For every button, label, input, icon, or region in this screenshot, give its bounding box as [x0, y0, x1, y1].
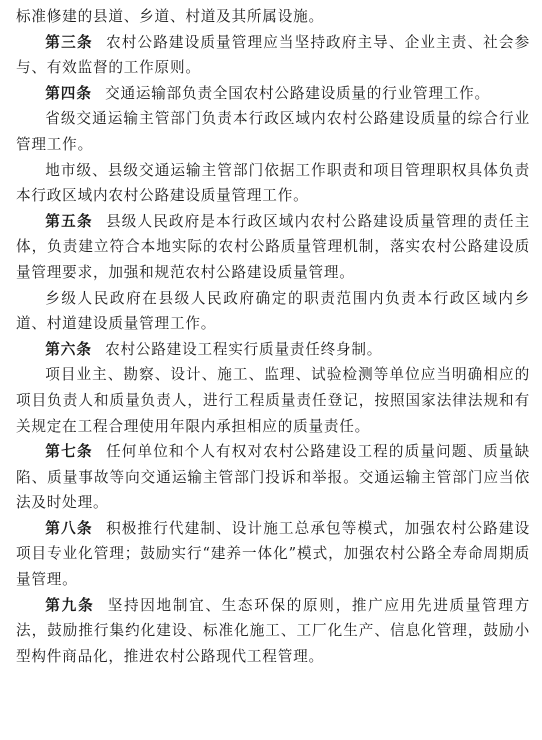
paragraph-9	[16, 362, 530, 439]
paragraph-4	[16, 106, 530, 157]
article-6	[16, 337, 530, 363]
article-number: 第七条	[45, 443, 93, 461]
paragraph-text: 省级交通运输主管部门负责本行政区域内农村公路建设质量的综合行业管理工作。	[16, 110, 530, 153]
paragraph-text: 地市级、县级交通运输主管部门依据工作职责和项目管理职权具体负责本行政区域内农村公路建设质量管理工作。	[16, 161, 530, 205]
article-5	[16, 209, 530, 286]
article-3	[16, 30, 530, 81]
paragraph-1	[16, 4, 530, 30]
paragraph-text: 农村公路建设工程实行质量责任终身制。	[105, 340, 383, 358]
paragraph-text: 积极推行代建制、设计施工总承包等模式，加强农村公路建设项目专业化管理；鼓励实行“建养一体化”模式，加强农村公路全寿命周期质量管理。	[16, 519, 530, 589]
article-number: 第三条	[45, 33, 93, 51]
paragraph-text: 交通运输部负责全国农村公路建设质量的行业管理工作。	[105, 84, 490, 102]
article-4	[16, 81, 530, 107]
article-number: 第八条	[45, 519, 93, 537]
paragraph-5	[16, 158, 530, 209]
paragraph-text: 任何单位和个人有权对农村公路建设工程的质量问题、质量缺陷、质量事故等向交通运输主管部门投诉和举报。交通运输主管部门应当依法及时处理。	[16, 443, 530, 512]
paragraph-text: 坚持因地制宜、生态环保的原则，推广应用先进质量管理方法，鼓励推行集约化建设、标准化施工、工厂化生产、信息化管理，鼓励小型构件商品化，推进农村公路现代工程管理。	[16, 596, 530, 665]
paragraph-text: 项目业主、勘察、设计、施工、监理、试验检测等单位应当明确相应的项目负责人和质量负责人，进行工程质量责任登记，按照国家法律法规和有关规定在工程合理使用年限内承担相应的质量责任。	[16, 366, 530, 435]
paragraph-text: 农村公路建设质量管理应当坚持政府主导、企业主责、社会参与、有效监督的工作原则。	[16, 33, 530, 77]
paragraph-text: 标准修建的县道、乡道、村道及其所属设施。	[16, 8, 324, 25]
article-number: 第四条	[45, 84, 92, 102]
paragraph-7	[16, 286, 530, 337]
article-number: 第六条	[45, 340, 92, 358]
paragraph-text: 乡级人民政府在县级人民政府确定的职责范围内负责本行政区域内乡道、村道建设质量管理工作。	[16, 289, 530, 333]
article-7	[16, 439, 530, 516]
article-8	[16, 516, 530, 593]
article-number: 第五条	[45, 212, 93, 230]
article-number: 第九条	[45, 596, 95, 614]
paragraph-text: 县级人民政府是本行政区域内农村公路建设质量管理的责任主体，负责建立符合本地实际的农村公路质量管理机制，落实农村公路建设质量管理要求，加强和规范农村公路建设质量管理。	[16, 212, 530, 281]
article-9	[16, 593, 530, 670]
